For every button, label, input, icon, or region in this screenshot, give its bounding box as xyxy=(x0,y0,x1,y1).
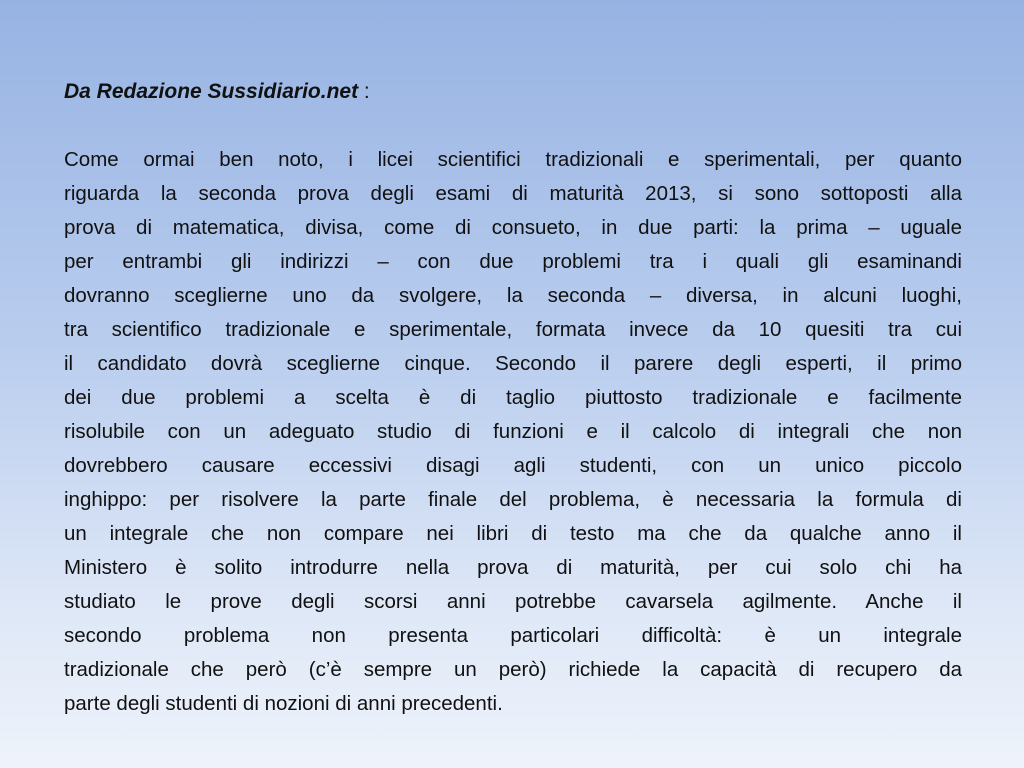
paragraph-line: inghippo: per risolvere la parte finale del problema, è necessaria la formula di xyxy=(64,488,962,511)
paragraph-line: il candidato dovrà sceglierne cinque. Secondo il parere degli esperti, il primo xyxy=(64,352,962,375)
source-heading xyxy=(64,80,370,104)
paragraph-line: parte degli studenti di nozioni di anni precedenti. xyxy=(64,692,503,715)
paragraph-line: dovrebbero causare eccessivi disagi agli studenti, con un unico piccolo xyxy=(64,454,962,477)
paragraph-line: tra scientifico tradizionale e sperimentale, formata invece da 10 quesiti tra cui xyxy=(64,318,962,341)
paragraph-line: un integrale che non compare nei libri di testo ma che da qualche anno il xyxy=(64,522,962,545)
source-colon: : xyxy=(358,80,370,103)
paragraph-line: tradizionale che però (c’è sempre un però) richiede la capacità di recupero da xyxy=(64,658,962,681)
source-name: Da Redazione Sussidiario.net xyxy=(64,80,359,103)
paragraph-line: per entrambi gli indirizzi – con due problemi tra i quali gli esaminandi xyxy=(64,250,962,273)
paragraph-line: riguarda la seconda prova degli esami di maturità 2013, si sono sottoposti alla xyxy=(64,182,962,205)
paragraph-line: secondo problema non presenta particolari difficoltà: è un integrale xyxy=(64,624,962,647)
paragraph-line: risolubile con un adeguato studio di funzioni e il calcolo di integrali che non xyxy=(64,420,962,443)
paragraph-line: Ministero è solito introdurre nella prova di maturità, per cui solo chi ha xyxy=(64,556,962,579)
paragraph-line: prova di matematica, divisa, come di consueto, in due parti: la prima – uguale xyxy=(64,216,962,239)
paragraph-line: dovranno sceglierne uno da svolgere, la seconda – diversa, in alcuni luoghi, xyxy=(64,284,962,307)
paragraph-line: dei due problemi a scelta è di taglio piuttosto tradizionale e facilmente xyxy=(64,386,962,409)
paragraph-line: Come ormai ben noto, i licei scientifici tradizionali e sperimentali, per quanto xyxy=(64,148,962,171)
article-paragraph xyxy=(64,143,962,721)
paragraph-line: studiato le prove degli scorsi anni potrebbe cavarsela agilmente. Anche il xyxy=(64,590,962,613)
